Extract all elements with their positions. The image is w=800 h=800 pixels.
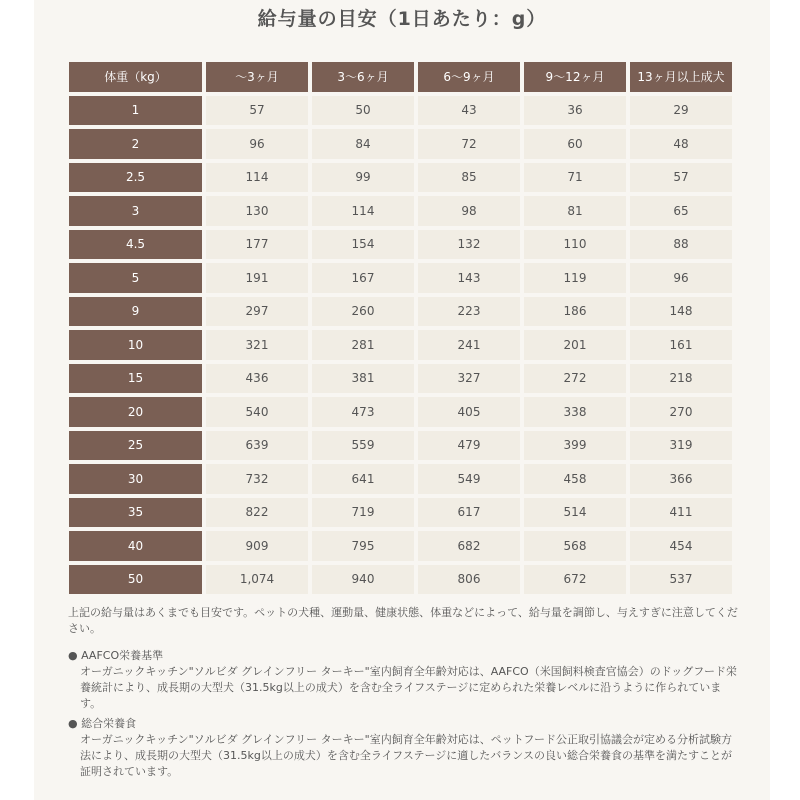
amount-cell: 96 [630,263,732,293]
amount-cell: 436 [206,364,308,394]
table-header-row [69,62,732,92]
weight-cell: 20 [69,397,202,427]
table-row [69,431,732,461]
amount-cell: 43 [418,96,520,126]
amount-cell: 81 [524,196,626,226]
amount-cell: 405 [418,397,520,427]
weight-cell: 30 [69,464,202,494]
amount-cell: 167 [312,263,414,293]
amount-cell: 319 [630,431,732,461]
amount-cell: 537 [630,565,732,595]
amount-cell: 50 [312,96,414,126]
amount-cell: 60 [524,129,626,159]
amount-cell: 540 [206,397,308,427]
header-weight: 体重（kg） [69,62,202,92]
amount-cell: 272 [524,364,626,394]
aafco-note [68,648,738,712]
amount-cell: 473 [312,397,414,427]
amount-cell: 795 [312,531,414,561]
page-panel [34,0,770,800]
amount-cell: 36 [524,96,626,126]
table-row [69,364,732,394]
amount-cell: 338 [524,397,626,427]
amount-cell: 672 [524,565,626,595]
amount-cell: 366 [630,464,732,494]
amount-cell: 241 [418,330,520,360]
weight-cell: 25 [69,431,202,461]
amount-cell: 559 [312,431,414,461]
amount-cell: 48 [630,129,732,159]
weight-cell: 35 [69,498,202,528]
amount-cell: 617 [418,498,520,528]
amount-cell: 132 [418,230,520,260]
table-row [69,129,732,159]
aafco-body: オーガニックキッチン"ソルビダ グレインフリー ターキー"室内飼育全年齢対応は、AAFCO（米国飼料検査官協会）のドッグフード栄養統計により、成長期の大型犬（31.5kg以上の成犬）を含む全ライフステージに定められた栄養レベルに沿うように作られています。 [80,665,737,710]
amount-cell: 29 [630,96,732,126]
complete-nutrition-note [68,716,738,780]
aafco-heading: ● AAFCO栄養基準 [68,649,164,662]
weight-cell: 3 [69,196,202,226]
amount-cell: 88 [630,230,732,260]
amount-cell: 822 [206,498,308,528]
table-row [69,498,732,528]
weight-cell: 10 [69,330,202,360]
weight-cell: 15 [69,364,202,394]
amount-cell: 940 [312,565,414,595]
amount-cell: 806 [418,565,520,595]
weight-cell: 1 [69,96,202,126]
header-age-6-9: 6〜9ヶ月 [418,62,520,92]
page-title: 給与量の目安（1日あたり：g） [257,8,547,30]
amount-cell: 218 [630,364,732,394]
amount-cell: 411 [630,498,732,528]
amount-cell: 114 [206,163,308,193]
amount-cell: 682 [418,531,520,561]
table-row [69,96,732,126]
table-row [69,263,732,293]
amount-cell: 130 [206,196,308,226]
table-row [69,565,732,595]
amount-cell: 321 [206,330,308,360]
weight-cell: 50 [69,565,202,595]
table-body [69,96,732,595]
weight-cell: 2 [69,129,202,159]
header-age-3-6: 3〜6ヶ月 [312,62,414,92]
amount-cell: 99 [312,163,414,193]
amount-cell: 1,074 [206,565,308,595]
complete-nutrition-body: オーガニックキッチン"ソルビダ グレインフリー ターキー"室内飼育全年齢対応は、ペットフード公正取引協議会が定める分析試験方法により、成長期の大型犬（31.5kg以上の成犬）を含む全ライフステージに適したバランスの良い総合栄養食の基準を満たすことが証明されています。 [80,733,733,778]
amount-cell: 260 [312,297,414,327]
amount-cell: 909 [206,531,308,561]
weight-cell: 40 [69,531,202,561]
amount-cell: 458 [524,464,626,494]
header-age-13-adult: 13ヶ月以上成犬 [630,62,732,92]
weight-cell: 4.5 [69,230,202,260]
amount-cell: 381 [312,364,414,394]
header-age-0-3: 〜3ヶ月 [206,62,308,92]
amount-cell: 549 [418,464,520,494]
amount-cell: 719 [312,498,414,528]
intro-note: 上記の給与量はあくまでも目安です。ペットの犬種、運動量、健康状態、体重などによって、給与量を調節し、与えすぎに注意してください。 [68,606,738,635]
amount-cell: 191 [206,263,308,293]
amount-cell: 110 [524,230,626,260]
amount-cell: 270 [630,397,732,427]
table-row [69,196,732,226]
amount-cell: 186 [524,297,626,327]
amount-cell: 119 [524,263,626,293]
amount-cell: 201 [524,330,626,360]
table-row [69,163,732,193]
complete-nutrition-heading: ● 総合栄養食 [68,717,137,730]
amount-cell: 57 [206,96,308,126]
amount-cell: 399 [524,431,626,461]
amount-cell: 71 [524,163,626,193]
amount-cell: 327 [418,364,520,394]
amount-cell: 72 [418,129,520,159]
amount-cell: 143 [418,263,520,293]
table-row [69,230,732,260]
amount-cell: 223 [418,297,520,327]
amount-cell: 57 [630,163,732,193]
amount-cell: 639 [206,431,308,461]
table-row [69,531,732,561]
table-row [69,330,732,360]
weight-cell: 9 [69,297,202,327]
amount-cell: 96 [206,129,308,159]
table-row [69,464,732,494]
table-row [69,397,732,427]
amount-cell: 177 [206,230,308,260]
amount-cell: 65 [630,196,732,226]
weight-cell: 5 [69,263,202,293]
amount-cell: 98 [418,196,520,226]
amount-cell: 161 [630,330,732,360]
amount-cell: 85 [418,163,520,193]
amount-cell: 732 [206,464,308,494]
notes-section [68,605,738,780]
header-age-9-12: 9〜12ヶ月 [524,62,626,92]
amount-cell: 297 [206,297,308,327]
amount-cell: 154 [312,230,414,260]
table-row [69,297,732,327]
amount-cell: 479 [418,431,520,461]
amount-cell: 641 [312,464,414,494]
amount-cell: 114 [312,196,414,226]
amount-cell: 514 [524,498,626,528]
amount-cell: 84 [312,129,414,159]
amount-cell: 454 [630,531,732,561]
feeding-table [65,58,736,598]
amount-cell: 281 [312,330,414,360]
amount-cell: 568 [524,531,626,561]
amount-cell: 148 [630,297,732,327]
weight-cell: 2.5 [69,163,202,193]
